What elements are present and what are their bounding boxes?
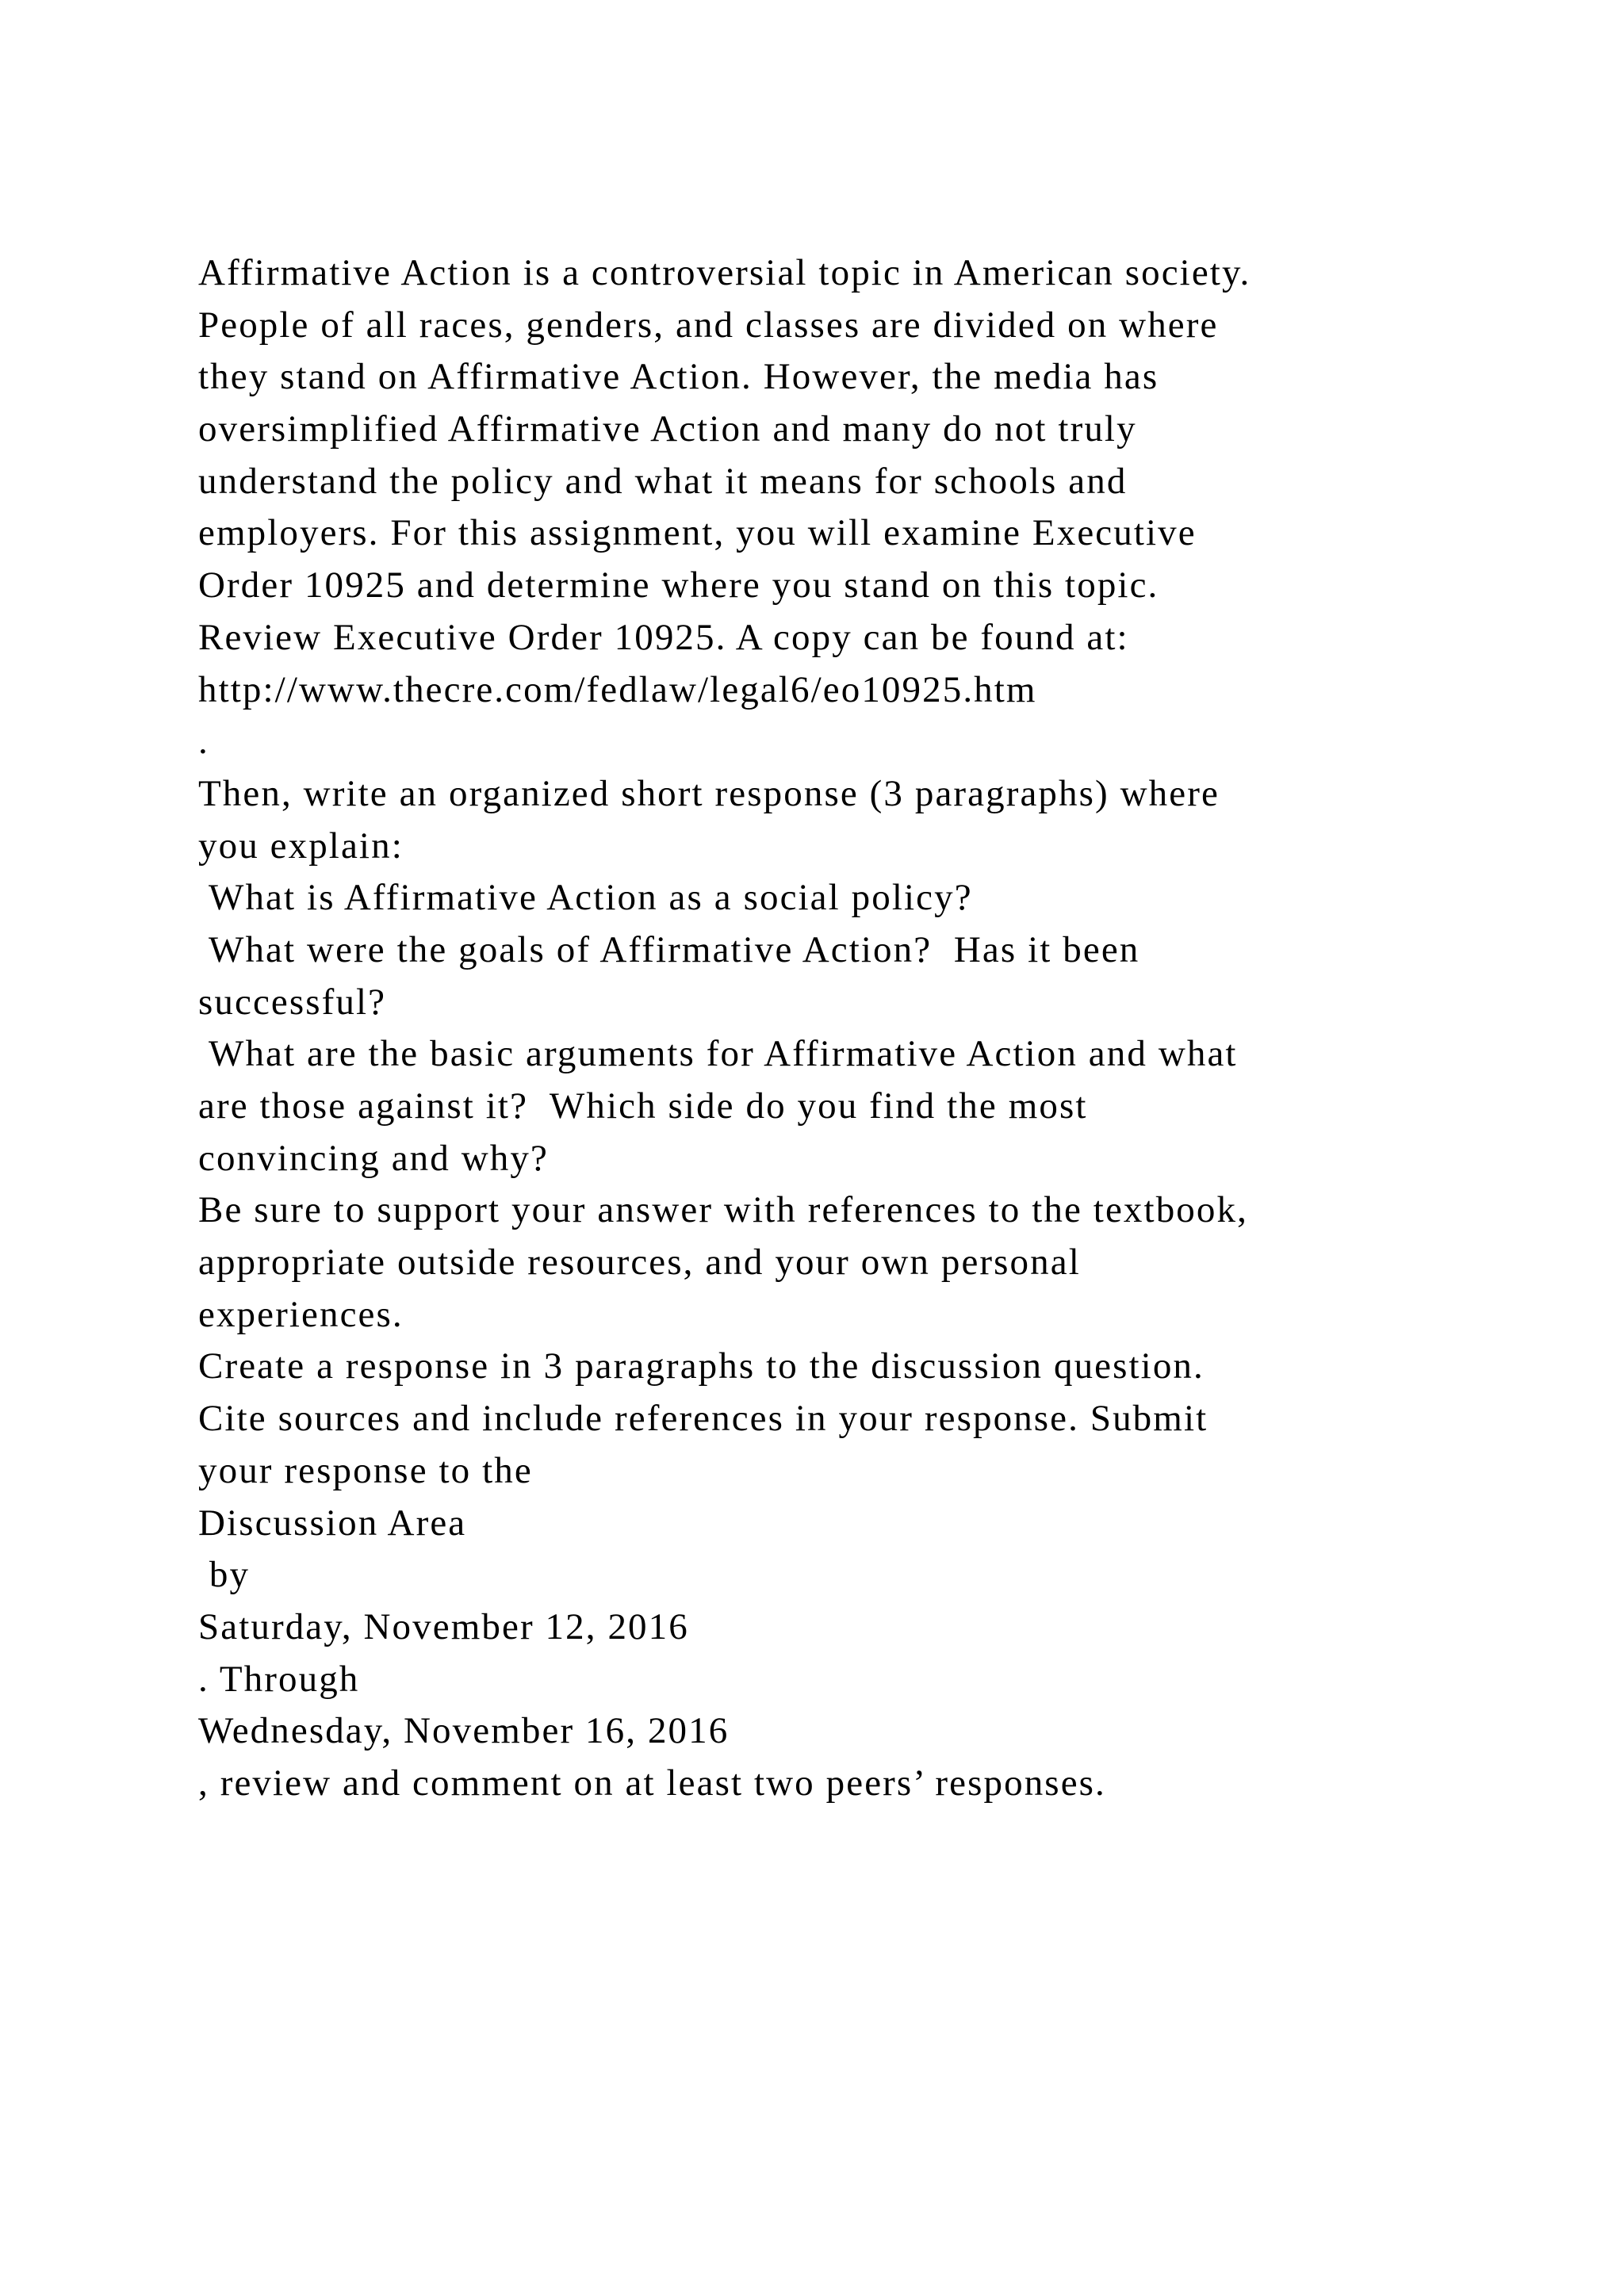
text-line: Review Executive Order 10925. A copy can be found at: [198, 616, 1129, 658]
text-line: Order 10925 and determine where you stand on this topic. [198, 564, 1159, 607]
text-line: Affirmative Action is a controversial topic in American society. [198, 252, 1251, 293]
discussion-area-label: Discussion Area [198, 1502, 467, 1544]
due-date-replies: Wednesday, November 16, 2016 [198, 1710, 730, 1752]
question-item: What is Affirmative Action as a social policy? [198, 877, 973, 919]
text-line: . Through [198, 1658, 360, 1700]
text-line: oversimplified Affirmative Action and many do not truly [198, 408, 1137, 450]
text-line: Then, write an organized short response (3 paragraphs) where [198, 772, 1220, 814]
text-line: People of all races, genders, and classes are divided on where [198, 304, 1219, 346]
text-line: employers. For this assignment, you will examine Executive [198, 512, 1197, 554]
question-item: What were the goals of Affirmative Action? Has it been [198, 928, 1140, 970]
url-link[interactable]: http://www.thecre.com/fedlaw/legal6/eo10925.htm [198, 668, 1037, 710]
text-line: . [198, 721, 209, 763]
due-date-initial: Saturday, November 12, 2016 [198, 1605, 689, 1647]
text-line: you explain: [198, 825, 404, 867]
text-line: convincing and why? [198, 1137, 549, 1179]
text-line: Create a response in 3 paragraphs to the discussion question. [198, 1345, 1205, 1387]
text-line: Be sure to support your answer with references to the textbook, [198, 1189, 1248, 1231]
text-line: appropriate outside resources, and your own personal [198, 1242, 1081, 1284]
text-line: , review and comment on at least two peers’ responses. [198, 1762, 1106, 1804]
document-body [198, 247, 1546, 1810]
text-line: they stand on Affirmative Action. However, the media has [198, 356, 1159, 398]
text-line: Cite sources and include references in your response. Submit [198, 1398, 1208, 1440]
text-line: experiences. [198, 1293, 404, 1335]
text-line: by [198, 1554, 251, 1596]
text-line: successful? [198, 981, 387, 1023]
text-line: are those against it? Which side do you find the most [198, 1085, 1088, 1127]
question-item: What are the basic arguments for Affirmative Action and what [198, 1033, 1238, 1075]
text-line: understand the policy and what it means for schools and [198, 460, 1128, 502]
text-line: your response to the [198, 1449, 533, 1491]
